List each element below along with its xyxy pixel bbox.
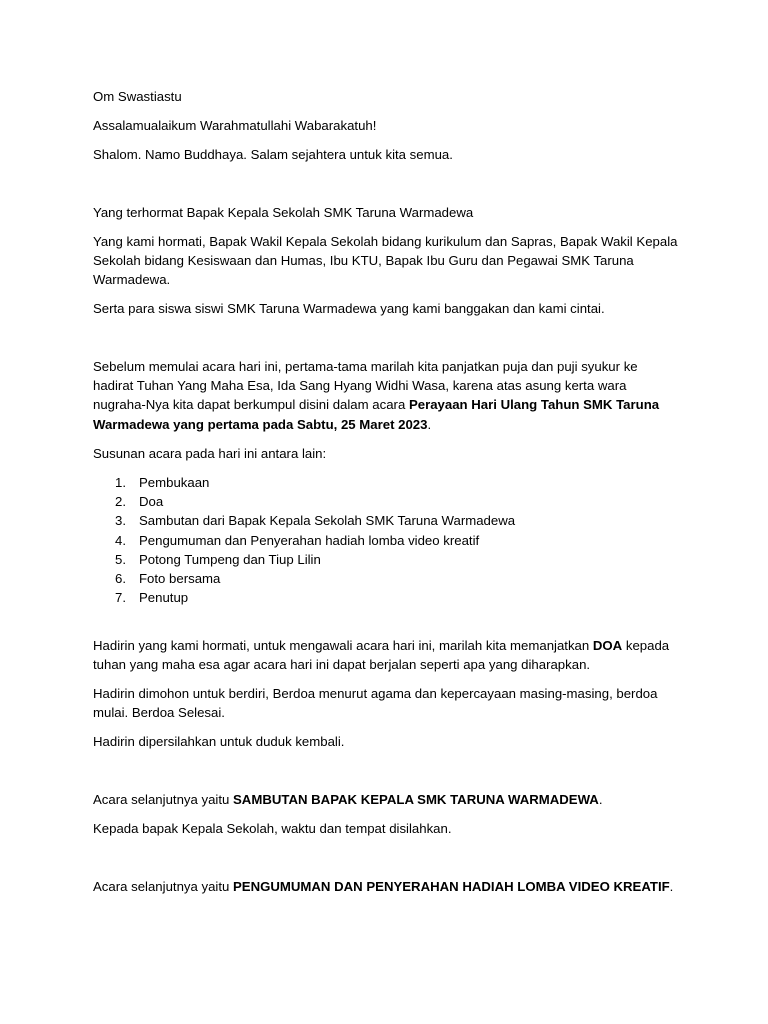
award-text: Acara selanjutnya yaitu xyxy=(93,879,234,894)
agenda-item-label: Pengumuman dan Penyerahan hadiah lomba video kreatif xyxy=(139,532,480,548)
prayer-end: kepada tuhan yang maha esa agar acara hari ini dapat berjalan seperti apa yang diharapkan. xyxy=(93,638,670,673)
award-title: PENGUMUMAN DAN PENYERAHAN HADIAH LOMBA VIDEO KREATIF xyxy=(233,879,670,894)
speech-text: Acara selanjutnya yaitu xyxy=(93,792,234,807)
agenda-intro: Susunan acara pada hari ini antara lain: xyxy=(93,446,327,461)
agenda-list xyxy=(93,473,678,607)
agenda-item-label: Foto bersama xyxy=(139,571,221,587)
prayer-instruction: Hadirin dimohon untuk berdiri, Berdoa menurut agama dan kepercayaan masing-masing, berdoa mulai. Berdoa Selesai. xyxy=(93,686,658,721)
opening-paragraph xyxy=(93,357,678,434)
agenda-item: 4. Pengumuman dan Penyerahan hadiah lomba video kreatif xyxy=(93,531,678,550)
agenda-item-label: Potong Tumpeng dan Tiup Lilin xyxy=(139,551,321,567)
award-announcement xyxy=(93,877,678,896)
greeting-om-swastiastu: Om Swastiastu xyxy=(93,89,182,104)
agenda-item: 1. Pembukaan xyxy=(93,473,678,492)
opening-text: Sebelum memulai acara hari ini, pertama-tama marilah kita panjatkan puja dan puji syukur ke hadirat Tuhan Yang Maha Esa, Ida Sang Hyang Widhi Wasa, karena atas asung kerta wara nugraha-Nya kita dapat berkumpul disini dalam acara xyxy=(93,359,638,413)
prayer-doa: DOA xyxy=(592,638,623,653)
agenda-item: 6. Foto bersama xyxy=(93,569,678,588)
prayer-paragraph xyxy=(93,636,678,674)
opening-end: . xyxy=(427,416,432,432)
respect-students: Serta para siswa siswi SMK Taruna Warmadewa yang kami banggakan dan kami cintai. xyxy=(93,301,605,316)
agenda-item-label: Sambutan dari Bapak Kepala Sekolah SMK Taruna Warmadewa xyxy=(139,513,516,529)
agenda-item: 3. Sambutan dari Bapak Kepala Sekolah SMK Taruna Warmadewa xyxy=(93,511,678,530)
award-end: . xyxy=(669,879,674,894)
prayer-text: Hadirin yang kami hormati, untuk mengawali acara hari ini, marilah kita memanjatkan xyxy=(93,638,593,653)
agenda-item: 7. Penutup xyxy=(93,588,678,607)
agenda-item-label: Doa xyxy=(139,494,164,510)
speech-end: . xyxy=(598,792,603,807)
greeting-assalamualaikum: Assalamualaikum Warahmatullahi Wabarakatuh! xyxy=(93,118,377,133)
prayer-sit: Hadirin dipersilahkan untuk duduk kembali. xyxy=(93,734,345,749)
speech-invitation: Kepada bapak Kepala Sekolah, waktu dan tempat disilahkan. xyxy=(93,821,452,836)
speech-title: SAMBUTAN BAPAK KEPALA SMK TARUNA WARMADEWA xyxy=(233,792,599,807)
respect-headmaster: Yang terhormat Bapak Kepala Sekolah SMK Taruna Warmadewa xyxy=(93,205,474,220)
speech-announcement xyxy=(93,790,678,809)
agenda-item-label: Pembukaan xyxy=(139,475,210,490)
greeting-shalom: Shalom. Namo Buddhaya. Salam sejahtera untuk kita semua. xyxy=(93,147,453,162)
respect-staff: Yang kami hormati, Bapak Wakil Kepala Sekolah bidang kurikulum dan Sapras, Bapak Wakil Kepala Sekolah bidang Kesiswaan dan Humas, Ibu KTU, Bapak Ibu Guru dan Pegawai SMK Taruna Warmadewa. xyxy=(93,234,678,288)
agenda-item: 2. Doa xyxy=(93,492,678,511)
event-name: Perayaan Hari Ulang Tahun SMK Taruna Warmadewa yang pertama pada Sabtu, 25 Maret 2023 xyxy=(93,397,660,432)
agenda-item-label: Penutup xyxy=(139,590,189,606)
agenda-item: 5. Potong Tumpeng dan Tiup Lilin xyxy=(93,550,678,569)
